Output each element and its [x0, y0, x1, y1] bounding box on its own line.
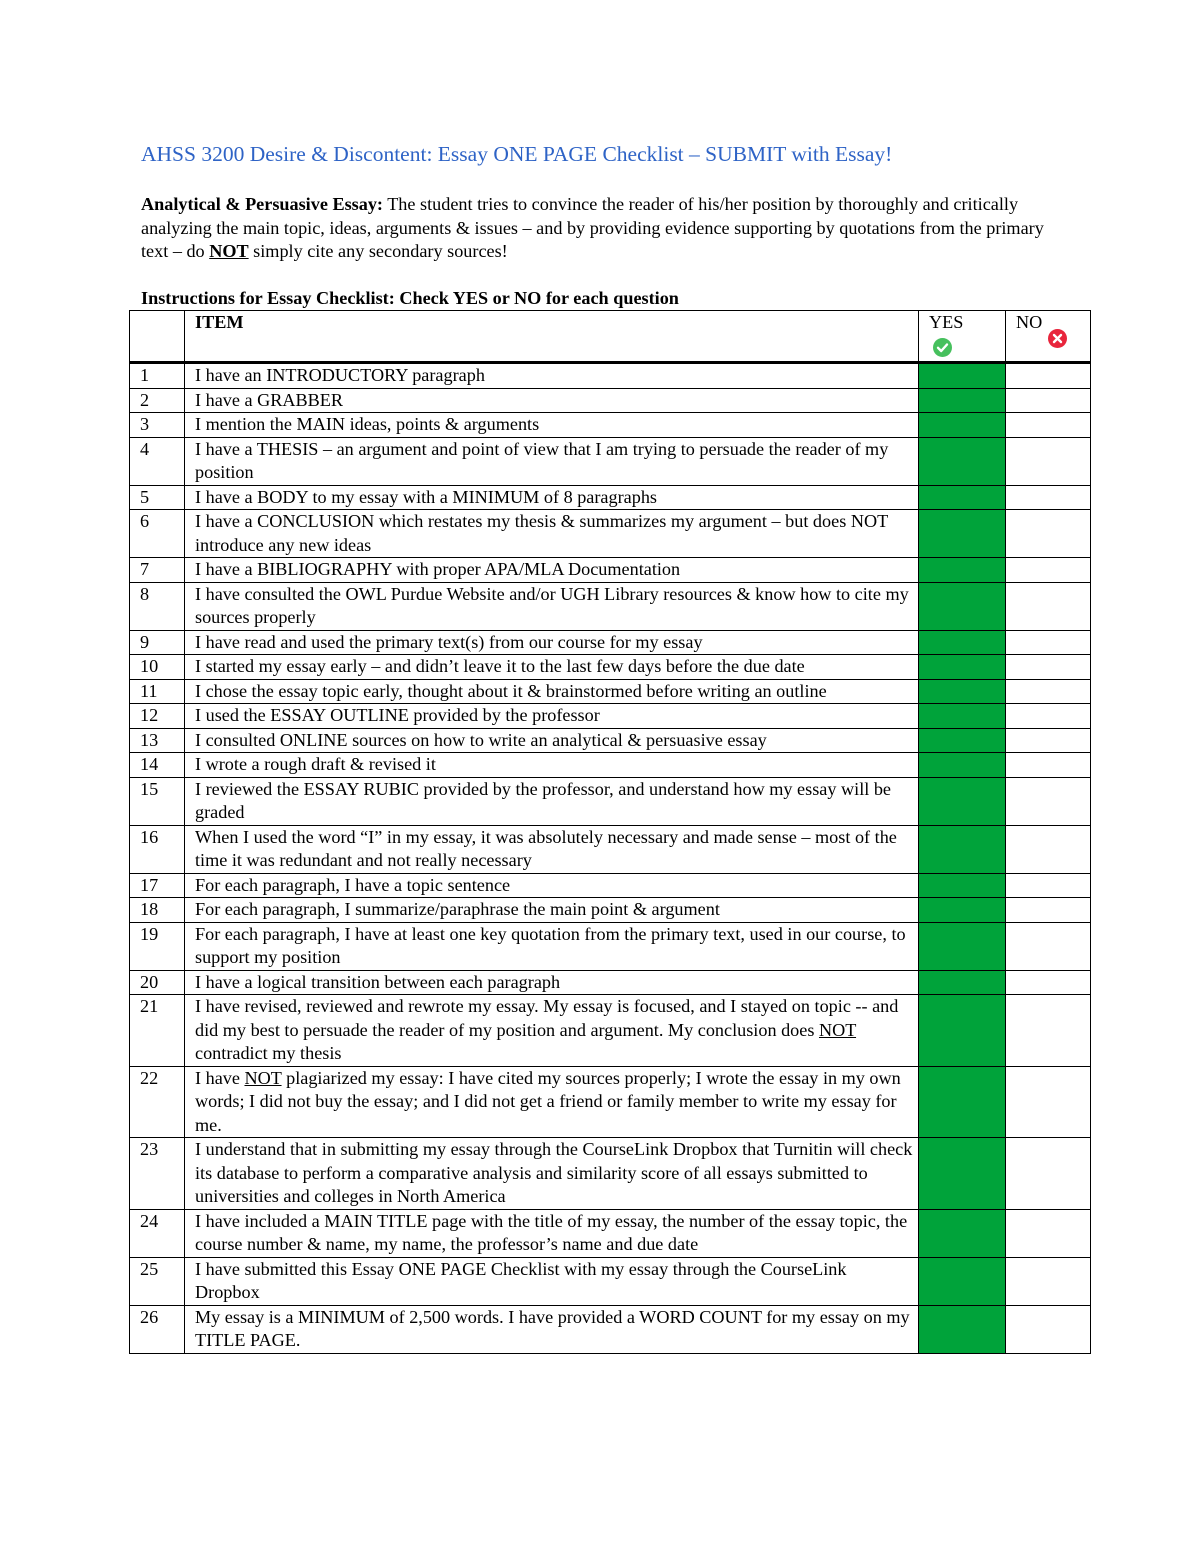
row-item-text: I have a CONCLUSION which restates my thesis & summarizes my argument – but does NOT introduce any new ideas: [185, 510, 919, 558]
row-number: 13: [130, 728, 185, 753]
checklist-row: [130, 1209, 1091, 1257]
row-item-text: I understand that in submitting my essay through the CourseLink Dropbox that Turnitin will check its database to perform a comparative analysis and similarity score of all essays submitted to universities and colleges in North America: [185, 1138, 919, 1210]
yes-checkbox-cell[interactable]: [919, 1257, 1006, 1305]
header-yes-cell: [919, 311, 1006, 363]
row-number: 19: [130, 922, 185, 970]
header-no-label: NO: [1016, 312, 1043, 332]
checklist-row: [130, 704, 1091, 729]
yes-checkbox-cell[interactable]: [919, 485, 1006, 510]
row-item-text: I have a THESIS – an argument and point of view that I am trying to persuade the reader of my position: [185, 437, 919, 485]
row-number: 17: [130, 873, 185, 898]
row-number: 5: [130, 485, 185, 510]
checklist-row: [130, 1138, 1091, 1210]
row-item-text: I have a logical transition between each paragraph: [185, 970, 919, 995]
intro-lead: Analytical & Persuasive Essay:: [141, 194, 383, 214]
yes-checkbox-cell[interactable]: [919, 388, 1006, 413]
yes-checkbox-cell[interactable]: [919, 413, 1006, 438]
yes-checkbox-cell[interactable]: [919, 873, 1006, 898]
checklist-row: [130, 655, 1091, 680]
row-item-text: For each paragraph, I have at least one key quotation from the primary text, used in our course, to support my position: [185, 922, 919, 970]
intro-body-a: The student tries to convince the reader of his/her position by thoroughly and critically analyzing the main topic, ideas, arguments & issues – and by providing evidence supporting by quotations from the primary text – do: [141, 194, 1044, 261]
checklist-row: [130, 413, 1091, 438]
row-number: 25: [130, 1257, 185, 1305]
row-text-part: I have: [195, 1067, 245, 1088]
checklist-row: [130, 485, 1091, 510]
no-checkbox-cell[interactable]: [1006, 728, 1091, 753]
row-item-text: I have a BIBLIOGRAPHY with proper APA/MLA Documentation: [185, 558, 919, 583]
row-item-text: I consulted ONLINE sources on how to write an analytical & persuasive essay: [185, 728, 919, 753]
row-text-emphasis: NOT: [244, 1067, 282, 1088]
yes-checkbox-cell[interactable]: [919, 1209, 1006, 1257]
yes-checkbox-cell[interactable]: [919, 753, 1006, 778]
yes-checkbox-cell[interactable]: [919, 437, 1006, 485]
checklist-row: [130, 437, 1091, 485]
instructions-heading: Instructions for Essay Checklist: Check YES or NO for each question: [141, 288, 679, 308]
checklist-row: [130, 558, 1091, 583]
row-text-part: I have revised, reviewed and rewrote my essay. My essay is focused, and I stayed on topic -- and did my best to persuade the reader of my position and argument. My conclusion does: [195, 996, 899, 1040]
row-item-text: I have read and used the primary text(s) from our course for my essay: [185, 630, 919, 655]
no-checkbox-cell[interactable]: [1006, 1066, 1091, 1138]
yes-checkbox-cell[interactable]: [919, 728, 1006, 753]
row-item-text: I have a BODY to my essay with a MINIMUM of 8 paragraphs: [185, 485, 919, 510]
no-checkbox-cell[interactable]: [1006, 1209, 1091, 1257]
yes-checkbox-cell[interactable]: [919, 704, 1006, 729]
row-number: 9: [130, 630, 185, 655]
checklist-row: [130, 777, 1091, 825]
checklist-row: [130, 922, 1091, 970]
header-item: ITEM: [185, 311, 919, 363]
checklist-row: [130, 630, 1091, 655]
row-text-part: plagiarized my essay: I have cited my sources properly; I wrote the essay in my own words; I did not buy the essay; and I did not get a friend or family member to write my essay for me.: [195, 1067, 901, 1135]
row-text-emphasis: NOT: [818, 1019, 857, 1040]
checklist-body: [130, 363, 1091, 1354]
yes-checkbox-cell[interactable]: [919, 970, 1006, 995]
row-item-text: I have a GRABBER: [185, 388, 919, 413]
no-checkbox-cell[interactable]: [1006, 413, 1091, 438]
row-number: 18: [130, 898, 185, 923]
row-number: 8: [130, 582, 185, 630]
x-circle-icon: [1048, 329, 1067, 348]
no-checkbox-cell[interactable]: [1006, 582, 1091, 630]
row-number: 22: [130, 1066, 185, 1138]
yes-checkbox-cell[interactable]: [919, 777, 1006, 825]
row-item-text: I wrote a rough draft & revised it: [185, 753, 919, 778]
row-number: 3: [130, 413, 185, 438]
intro-body-b: simply cite any secondary sources!: [248, 241, 508, 261]
row-item-text: [185, 1066, 919, 1138]
no-checkbox-cell[interactable]: [1006, 630, 1091, 655]
checklist-table: [129, 310, 1091, 1354]
yes-checkbox-cell[interactable]: [919, 898, 1006, 923]
row-item-text: I have included a MAIN TITLE page with the title of my essay, the number of the essay topic, the course number & name, my name, the professor’s name and due date: [185, 1209, 919, 1257]
checklist-row: [130, 363, 1091, 389]
yes-checkbox-cell[interactable]: [919, 1066, 1006, 1138]
checklist-header-row: [130, 311, 1091, 363]
row-item-text: [185, 995, 919, 1067]
yes-checkbox-cell[interactable]: [919, 510, 1006, 558]
yes-checkbox-cell[interactable]: [919, 922, 1006, 970]
no-checkbox-cell[interactable]: [1006, 363, 1091, 389]
yes-checkbox-cell[interactable]: [919, 558, 1006, 583]
checklist-row: [130, 1066, 1091, 1138]
row-item-text: I mention the MAIN ideas, points & arguments: [185, 413, 919, 438]
row-number: 6: [130, 510, 185, 558]
no-checkbox-cell[interactable]: [1006, 825, 1091, 873]
yes-checkbox-cell[interactable]: [919, 679, 1006, 704]
header-number-cell: [130, 311, 185, 363]
checklist-row: [130, 582, 1091, 630]
no-checkbox-cell[interactable]: [1006, 995, 1091, 1067]
yes-checkbox-cell[interactable]: [919, 630, 1006, 655]
row-number: 7: [130, 558, 185, 583]
row-number: 14: [130, 753, 185, 778]
row-number: 4: [130, 437, 185, 485]
row-number: 16: [130, 825, 185, 873]
row-number: 20: [130, 970, 185, 995]
checklist-row: [130, 753, 1091, 778]
checklist-row: [130, 510, 1091, 558]
no-checkbox-cell[interactable]: [1006, 510, 1091, 558]
checklist-row: [130, 728, 1091, 753]
checklist-row: [130, 1305, 1091, 1353]
row-number: 21: [130, 995, 185, 1067]
checklist-row: [130, 898, 1091, 923]
row-item-text: I have submitted this Essay ONE PAGE Checklist with my essay through the CourseLink Dropbox: [185, 1257, 919, 1305]
yes-checkbox-cell[interactable]: [919, 655, 1006, 680]
row-number: 23: [130, 1138, 185, 1210]
no-checkbox-cell[interactable]: [1006, 922, 1091, 970]
no-checkbox-cell[interactable]: [1006, 388, 1091, 413]
row-number: 10: [130, 655, 185, 680]
checklist-row: [130, 873, 1091, 898]
checklist-row: [130, 995, 1091, 1067]
no-checkbox-cell[interactable]: [1006, 1138, 1091, 1210]
yes-checkbox-cell[interactable]: [919, 1305, 1006, 1353]
row-item-text: I have consulted the OWL Purdue Website and/or UGH Library resources & know how to cite my sources properly: [185, 582, 919, 630]
checklist-row: [130, 825, 1091, 873]
checklist-row: [130, 679, 1091, 704]
row-number: 26: [130, 1305, 185, 1353]
yes-checkbox-cell[interactable]: [919, 582, 1006, 630]
checklist-row: [130, 970, 1091, 995]
no-checkbox-cell[interactable]: [1006, 704, 1091, 729]
checklist-row: [130, 1257, 1091, 1305]
yes-checkbox-cell[interactable]: [919, 363, 1006, 389]
row-number: 24: [130, 1209, 185, 1257]
row-number: 1: [130, 363, 185, 389]
no-checkbox-cell[interactable]: [1006, 485, 1091, 510]
row-item-text: I reviewed the ESSAY RUBIC provided by the professor, and understand how my essay will be graded: [185, 777, 919, 825]
no-checkbox-cell[interactable]: [1006, 655, 1091, 680]
no-checkbox-cell[interactable]: [1006, 753, 1091, 778]
no-checkbox-cell[interactable]: [1006, 873, 1091, 898]
check-circle-icon: [933, 338, 952, 357]
no-checkbox-cell[interactable]: [1006, 1305, 1091, 1353]
row-text-part: contradict my thesis: [195, 1043, 342, 1063]
yes-checkbox-cell[interactable]: [919, 995, 1006, 1067]
no-checkbox-cell[interactable]: [1006, 1257, 1091, 1305]
yes-checkbox-cell[interactable]: [919, 1138, 1006, 1210]
no-checkbox-cell[interactable]: [1006, 970, 1091, 995]
row-number: 12: [130, 704, 185, 729]
row-item-text: When I used the word “I” in my essay, it was absolutely necessary and made sense – most of the time it was redundant and not really necessary: [185, 825, 919, 873]
no-checkbox-cell[interactable]: [1006, 898, 1091, 923]
yes-checkbox-cell[interactable]: [919, 825, 1006, 873]
checklist-row: [130, 388, 1091, 413]
row-item-text: My essay is a MINIMUM of 2,500 words. I have provided a WORD COUNT for my essay on my TITLE PAGE.: [185, 1305, 919, 1353]
header-yes-label: YES: [929, 312, 964, 332]
no-checkbox-cell[interactable]: [1006, 777, 1091, 825]
row-number: 15: [130, 777, 185, 825]
row-item-text: For each paragraph, I have a topic sentence: [185, 873, 919, 898]
no-checkbox-cell[interactable]: [1006, 437, 1091, 485]
intro-emphasis: NOT: [209, 241, 249, 261]
row-item-text: I used the ESSAY OUTLINE provided by the professor: [185, 704, 919, 729]
no-checkbox-cell[interactable]: [1006, 558, 1091, 583]
row-number: 11: [130, 679, 185, 704]
intro-paragraph: [141, 193, 1071, 264]
row-item-text: I started my essay early – and didn’t leave it to the last few days before the due date: [185, 655, 919, 680]
no-checkbox-cell[interactable]: [1006, 679, 1091, 704]
header-no-cell: [1006, 311, 1091, 363]
page-title: AHSS 3200 Desire & Discontent: Essay ONE PAGE Checklist – SUBMIT with Essay!: [141, 142, 893, 166]
row-item-text: For each paragraph, I summarize/paraphrase the main point & argument: [185, 898, 919, 923]
row-item-text: I have an INTRODUCTORY paragraph: [185, 363, 919, 389]
row-item-text: I chose the essay topic early, thought about it & brainstormed before writing an outline: [185, 679, 919, 704]
row-number: 2: [130, 388, 185, 413]
